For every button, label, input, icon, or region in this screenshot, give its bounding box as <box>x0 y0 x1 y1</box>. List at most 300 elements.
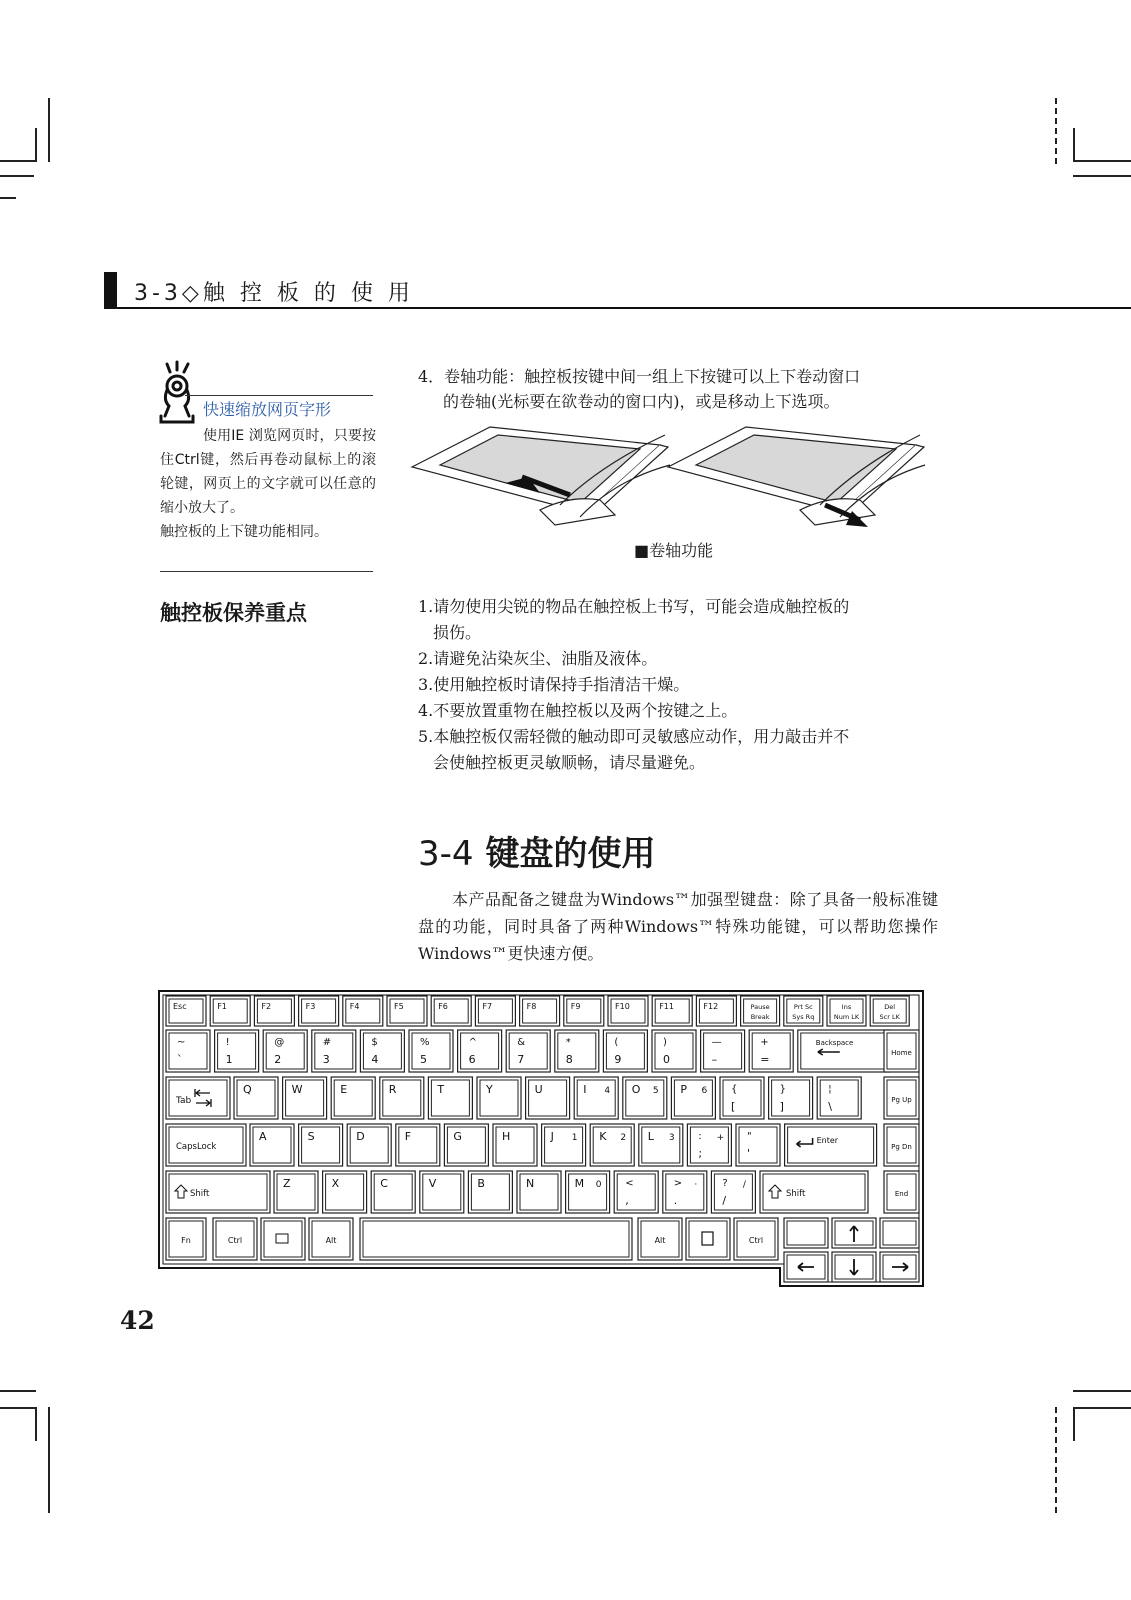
key-label: Prt Sc <box>793 1003 813 1011</box>
key-label: ~ <box>177 1037 186 1048</box>
key-label: F7 <box>482 1002 493 1011</box>
key-label: 0 <box>595 1180 602 1190</box>
key-label: * <box>565 1037 571 1048</box>
tip-text: 使用IE 浏览网页时，只要按住Ctrl键，然后再卷动鼠标上的滚轮键，网页上的文字就可以任意的缩小放大了。 <box>160 428 376 516</box>
key-outline <box>371 1171 415 1213</box>
key <box>360 1030 404 1072</box>
key-outline <box>652 1030 696 1072</box>
key-outline <box>720 1077 764 1119</box>
key-label: CapsLock <box>176 1142 217 1152</box>
key-outline <box>312 1030 356 1072</box>
crop-mark <box>0 1390 36 1392</box>
header-bar <box>104 272 117 308</box>
key <box>431 996 471 1026</box>
key-label: Sys Rq <box>792 1013 815 1021</box>
key-label: 1 <box>225 1053 233 1066</box>
key-outline <box>517 1171 561 1213</box>
key-outline <box>428 1077 472 1119</box>
key-outline <box>506 1030 550 1072</box>
key-outline <box>444 1124 488 1166</box>
key <box>687 1124 731 1166</box>
key-label: { <box>731 1084 738 1095</box>
key <box>769 1077 813 1119</box>
intro-paragraph <box>418 886 938 967</box>
key-label: L <box>647 1130 654 1143</box>
key-outline <box>798 1030 890 1072</box>
key-label: 5 <box>420 1053 427 1066</box>
key <box>331 1077 375 1119</box>
key-label: ( <box>614 1037 619 1048</box>
key <box>250 1124 294 1166</box>
key-label: + <box>716 1133 725 1143</box>
key-spacebar <box>360 1218 632 1260</box>
key-outline <box>566 1171 610 1213</box>
key-outline <box>623 1077 667 1119</box>
key-outline <box>215 1030 259 1072</box>
list-item <box>418 646 938 672</box>
key-outline <box>261 1218 305 1260</box>
list-item-text: 3.使用触控板时请保持手指清洁干燥。 <box>418 675 690 694</box>
key-label: E <box>340 1083 348 1096</box>
intro-text: 本产品配备之键盘为Windows™加强型键盘：除了具备一般标准键盘的功能，同时具备了两种Windows™特殊功能键，可以帮助您操作Windows™更快速方便。 <box>418 890 938 963</box>
key <box>608 996 648 1026</box>
tip-lightbulb-icon <box>155 360 195 426</box>
key-label: 0 <box>663 1053 670 1066</box>
key-label: Tab <box>176 1096 192 1106</box>
key-label: X <box>331 1177 340 1190</box>
list-item <box>418 724 938 776</box>
key <box>254 996 294 1026</box>
crop-mark <box>1073 175 1131 177</box>
key-pgup <box>884 1077 919 1119</box>
key-label: % <box>420 1037 430 1048</box>
key-outline <box>299 1124 343 1166</box>
key-ctrl <box>734 1218 778 1260</box>
key-label: $ <box>371 1037 378 1048</box>
key-outline <box>663 1171 707 1213</box>
step-4-line: 的卷轴(光标要在欲卷动的窗口内)，或是移动上下选项。 <box>443 392 840 411</box>
key-outline <box>250 1124 294 1166</box>
key-outline <box>696 996 736 1026</box>
key <box>526 1077 570 1119</box>
key-label: Enter <box>816 1136 839 1145</box>
key-blank <box>784 1218 828 1248</box>
key-outline <box>736 1124 780 1166</box>
key-label: 7 <box>517 1053 525 1066</box>
key <box>590 1124 634 1166</box>
key-outline <box>639 1124 683 1166</box>
crop-mark <box>48 98 50 162</box>
tip-bottom-rule <box>160 571 373 572</box>
key <box>371 1171 415 1213</box>
key-label: S <box>307 1130 315 1143</box>
key-outline <box>431 996 471 1026</box>
key-label: Del <box>884 1003 896 1011</box>
key-outline <box>283 1077 327 1119</box>
key-outline <box>784 996 823 1026</box>
list-item-text: 1.请勿使用尖锐的物品在触控板上书写，可能会造成触控板的 <box>418 597 850 616</box>
list-item <box>418 698 938 724</box>
key-capslock <box>166 1124 246 1166</box>
key-outline <box>343 996 383 1026</box>
key-label: F9 <box>570 1002 581 1011</box>
key <box>741 996 780 1026</box>
key-label: Q <box>243 1083 252 1096</box>
key <box>166 1030 210 1072</box>
key-label: Ins <box>841 1003 852 1011</box>
key-home <box>884 1030 919 1072</box>
key <box>711 1171 755 1213</box>
key-label: ¦ <box>828 1084 832 1095</box>
key-label: Y <box>486 1083 493 1096</box>
key-label: : <box>698 1131 702 1142</box>
key-outline <box>475 996 515 1026</box>
header-rule <box>104 307 1131 309</box>
touchpad-scroll-illustration <box>410 425 930 535</box>
key <box>444 1124 488 1166</box>
key-label: M <box>574 1177 585 1190</box>
key-label: ' <box>747 1147 751 1160</box>
key <box>409 1030 453 1072</box>
key <box>564 996 604 1026</box>
key-label: — <box>711 1037 722 1048</box>
key-outline <box>380 1077 424 1119</box>
key-outline <box>614 1171 658 1213</box>
key-outline <box>564 996 604 1026</box>
key-ctrl <box>213 1218 257 1260</box>
key <box>428 1077 472 1119</box>
key-label: F <box>404 1130 412 1143</box>
key <box>299 1124 343 1166</box>
key-end <box>884 1171 919 1213</box>
key-label: Pg Dn <box>891 1143 912 1151</box>
key <box>283 1077 327 1119</box>
key-label: C <box>380 1177 388 1190</box>
key <box>520 996 560 1026</box>
care-list <box>418 594 938 776</box>
key-outline <box>458 1030 502 1072</box>
key-label: Shift <box>190 1189 210 1199</box>
key <box>827 996 866 1026</box>
key-label: ) <box>663 1037 667 1048</box>
key <box>468 1171 512 1213</box>
list-item-text: 2.请避免沾染灰尘、油脂及液体。 <box>418 649 658 668</box>
key-label: K <box>599 1130 607 1143</box>
key-outline <box>542 1124 586 1166</box>
key-outline <box>263 1030 307 1072</box>
tip-title: 快速缩放网页字形 <box>203 400 332 419</box>
key <box>817 1077 861 1119</box>
key <box>603 1030 647 1072</box>
key <box>274 1171 318 1213</box>
key-outline <box>555 1030 599 1072</box>
key-label: J <box>550 1130 554 1143</box>
crop-mark <box>1055 1407 1057 1513</box>
key-outline <box>590 1124 634 1166</box>
key-outline <box>711 1171 755 1213</box>
key <box>312 1030 356 1072</box>
key-label: H <box>502 1130 511 1143</box>
key-label: @ <box>274 1037 285 1048</box>
key <box>477 1077 521 1119</box>
key-alt <box>638 1218 682 1260</box>
crop-mark <box>1073 160 1131 162</box>
key-menu <box>686 1218 730 1260</box>
key-outline <box>323 1171 367 1213</box>
tip-text: 触控板的上下键功能相同。 <box>160 524 328 540</box>
tip-rule <box>185 395 373 396</box>
key-outline <box>347 1124 391 1166</box>
key <box>652 996 692 1026</box>
key-label: W <box>291 1083 303 1096</box>
key-label: ? <box>722 1178 728 1189</box>
key-label: # <box>322 1037 332 1048</box>
key-label: . <box>673 1194 678 1207</box>
list-item <box>418 672 938 698</box>
key-label: / <box>722 1194 727 1207</box>
key-label: F6 <box>438 1002 448 1011</box>
key-outline <box>210 996 250 1026</box>
key-outline <box>387 996 427 1026</box>
key-label: > <box>673 1178 683 1189</box>
key-label: ` <box>177 1053 183 1066</box>
key <box>701 1030 745 1072</box>
key-label: O <box>631 1083 641 1096</box>
key <box>696 996 736 1026</box>
key-outline <box>396 1124 440 1166</box>
key-label: 1 <box>571 1133 578 1143</box>
key-label: Home <box>891 1049 912 1057</box>
key <box>166 996 206 1026</box>
key <box>566 1171 610 1213</box>
key <box>614 1171 658 1213</box>
key <box>736 1124 780 1166</box>
key-down <box>832 1252 876 1282</box>
key-label: ; <box>698 1147 703 1160</box>
key-label: 6 <box>468 1053 476 1066</box>
key <box>555 1030 599 1072</box>
key-label: F4 <box>349 1002 360 1011</box>
key-outline <box>687 1124 731 1166</box>
key-label: P <box>680 1083 688 1096</box>
key-label: Ctrl <box>748 1236 764 1245</box>
key-label: F11 <box>659 1002 674 1011</box>
key <box>323 1171 367 1213</box>
key-label: } <box>779 1084 786 1095</box>
key-label: ! <box>225 1037 230 1048</box>
key-outline <box>574 1077 618 1119</box>
key-label: End <box>894 1190 909 1198</box>
key-outline <box>749 1030 793 1072</box>
section-heading <box>418 826 656 875</box>
key <box>210 996 250 1026</box>
key-outline <box>760 1171 868 1213</box>
key <box>343 996 383 1026</box>
key-fn <box>166 1218 206 1260</box>
key-label: ] <box>779 1100 784 1113</box>
key-outline <box>870 996 909 1026</box>
key-label: [ <box>731 1100 736 1113</box>
section-number: 3-4 <box>418 834 474 874</box>
key-label: F1 <box>217 1002 227 1011</box>
key-outline <box>493 1124 537 1166</box>
key-pgdn <box>884 1124 919 1166</box>
key-label: < <box>625 1178 634 1189</box>
key <box>458 1030 502 1072</box>
key-label: 2 <box>620 1133 627 1143</box>
key-outline <box>741 996 780 1026</box>
key-label: Pg Up <box>891 1096 912 1104</box>
key-outline <box>477 1077 521 1119</box>
key <box>506 1030 550 1072</box>
key-outline <box>686 1218 730 1260</box>
key <box>215 1030 259 1072</box>
key-outline <box>234 1077 278 1119</box>
key-tab <box>166 1077 230 1119</box>
key-outline <box>420 1171 464 1213</box>
key <box>720 1077 764 1119</box>
key <box>542 1124 586 1166</box>
key <box>299 996 339 1026</box>
key-label: B <box>477 1177 485 1190</box>
key-outline <box>652 996 692 1026</box>
key-outline <box>671 1077 715 1119</box>
crop-mark <box>1073 1407 1075 1441</box>
key-label: Pause <box>750 1003 770 1011</box>
key-blank <box>880 1218 919 1248</box>
key-right-shift <box>760 1171 868 1213</box>
key-outline <box>526 1077 570 1119</box>
key-label: Alt <box>654 1236 666 1245</box>
key-label: = <box>760 1053 770 1066</box>
key-outline <box>274 1171 318 1213</box>
list-item-text: 5.本触控板仅需轻微的触动即可灵敏感应动作，用力敲击并不 <box>418 727 850 746</box>
key <box>517 1171 561 1213</box>
key-outline <box>880 1218 919 1248</box>
key-outline <box>409 1030 453 1072</box>
key-label: , <box>625 1194 629 1207</box>
key-label: U <box>534 1083 543 1096</box>
key <box>652 1030 696 1072</box>
key-label: A <box>259 1130 267 1143</box>
key-outline <box>608 996 648 1026</box>
key-label: – <box>711 1053 718 1066</box>
crop-mark <box>1073 1390 1131 1392</box>
key <box>396 1124 440 1166</box>
key <box>870 996 909 1026</box>
key-backspace <box>798 1030 890 1072</box>
key <box>475 996 515 1026</box>
key-enter <box>785 1124 877 1166</box>
key <box>493 1124 537 1166</box>
key-outline <box>769 1077 813 1119</box>
key-label: T <box>437 1083 445 1096</box>
key-outline <box>701 1030 745 1072</box>
key-label: 2 <box>274 1053 282 1066</box>
key-label: 3 <box>668 1133 675 1143</box>
key-alt <box>309 1218 353 1260</box>
key-outline <box>299 996 339 1026</box>
key-label: 8 <box>565 1053 573 1066</box>
key-outline <box>827 996 866 1026</box>
key-label: 3 <box>322 1053 330 1066</box>
key-up <box>832 1218 876 1248</box>
key-label: I <box>583 1083 587 1096</box>
key-outline <box>468 1171 512 1213</box>
key-right <box>880 1252 919 1282</box>
key <box>749 1030 793 1072</box>
crop-mark <box>0 1407 36 1409</box>
key-label: 9 <box>614 1053 622 1066</box>
crop-mark <box>35 128 37 162</box>
sidebar-heading: 触控板保养重点 <box>160 601 307 625</box>
key <box>623 1077 667 1119</box>
key-label: \ <box>828 1100 832 1113</box>
key-windows <box>261 1218 305 1260</box>
list-item-text: 会使触控板更灵敏顺畅，请尽量避免。 <box>433 753 706 772</box>
crop-mark <box>48 1407 50 1513</box>
key-outline <box>603 1030 647 1072</box>
key-label: Z <box>283 1177 291 1190</box>
tip-body <box>160 424 376 544</box>
key-label: 4 <box>371 1053 379 1066</box>
key-label: F8 <box>526 1002 537 1011</box>
key <box>387 996 427 1026</box>
key-left <box>784 1252 828 1282</box>
key-label: G <box>453 1130 462 1143</box>
key <box>263 1030 307 1072</box>
key-label: " <box>747 1131 752 1142</box>
crop-mark <box>1073 1407 1131 1409</box>
key-label: R <box>388 1083 397 1096</box>
key-left-shift <box>166 1171 270 1213</box>
key-outline <box>784 1218 828 1248</box>
step-4-line: 4．卷轴功能：触控板按键中间一组上下按键可以上下卷动窗口 <box>418 367 861 386</box>
key-label: Shift <box>786 1189 806 1199</box>
key-label: Num LK <box>833 1013 860 1021</box>
key-label: F5 <box>394 1002 404 1011</box>
key-label: Scr LK <box>879 1013 900 1021</box>
key <box>784 996 823 1026</box>
key-label: · <box>694 1180 698 1190</box>
crop-mark <box>0 160 36 162</box>
key <box>671 1077 715 1119</box>
key-label: + <box>760 1037 769 1048</box>
key-outline <box>166 1030 210 1072</box>
key-outline <box>817 1077 861 1119</box>
key-outline <box>254 996 294 1026</box>
key-outline <box>166 1171 270 1213</box>
key <box>234 1077 278 1119</box>
crop-mark <box>0 197 16 199</box>
crop-mark <box>35 1407 37 1441</box>
key-label: / <box>742 1180 746 1190</box>
key-label: & <box>517 1037 526 1048</box>
key-label: Backspace <box>815 1039 854 1047</box>
key-label: 5 <box>652 1086 659 1096</box>
key <box>574 1077 618 1119</box>
keyboard-diagram <box>158 990 924 1288</box>
key-outline <box>360 1030 404 1072</box>
key-label: Alt <box>325 1236 337 1245</box>
crop-mark <box>1055 98 1057 164</box>
key-outline <box>520 996 560 1026</box>
key-label: N <box>526 1177 535 1190</box>
key-label: Break <box>750 1013 770 1021</box>
key-label: V <box>428 1177 437 1190</box>
key <box>347 1124 391 1166</box>
page-number: 42 <box>120 1306 155 1335</box>
